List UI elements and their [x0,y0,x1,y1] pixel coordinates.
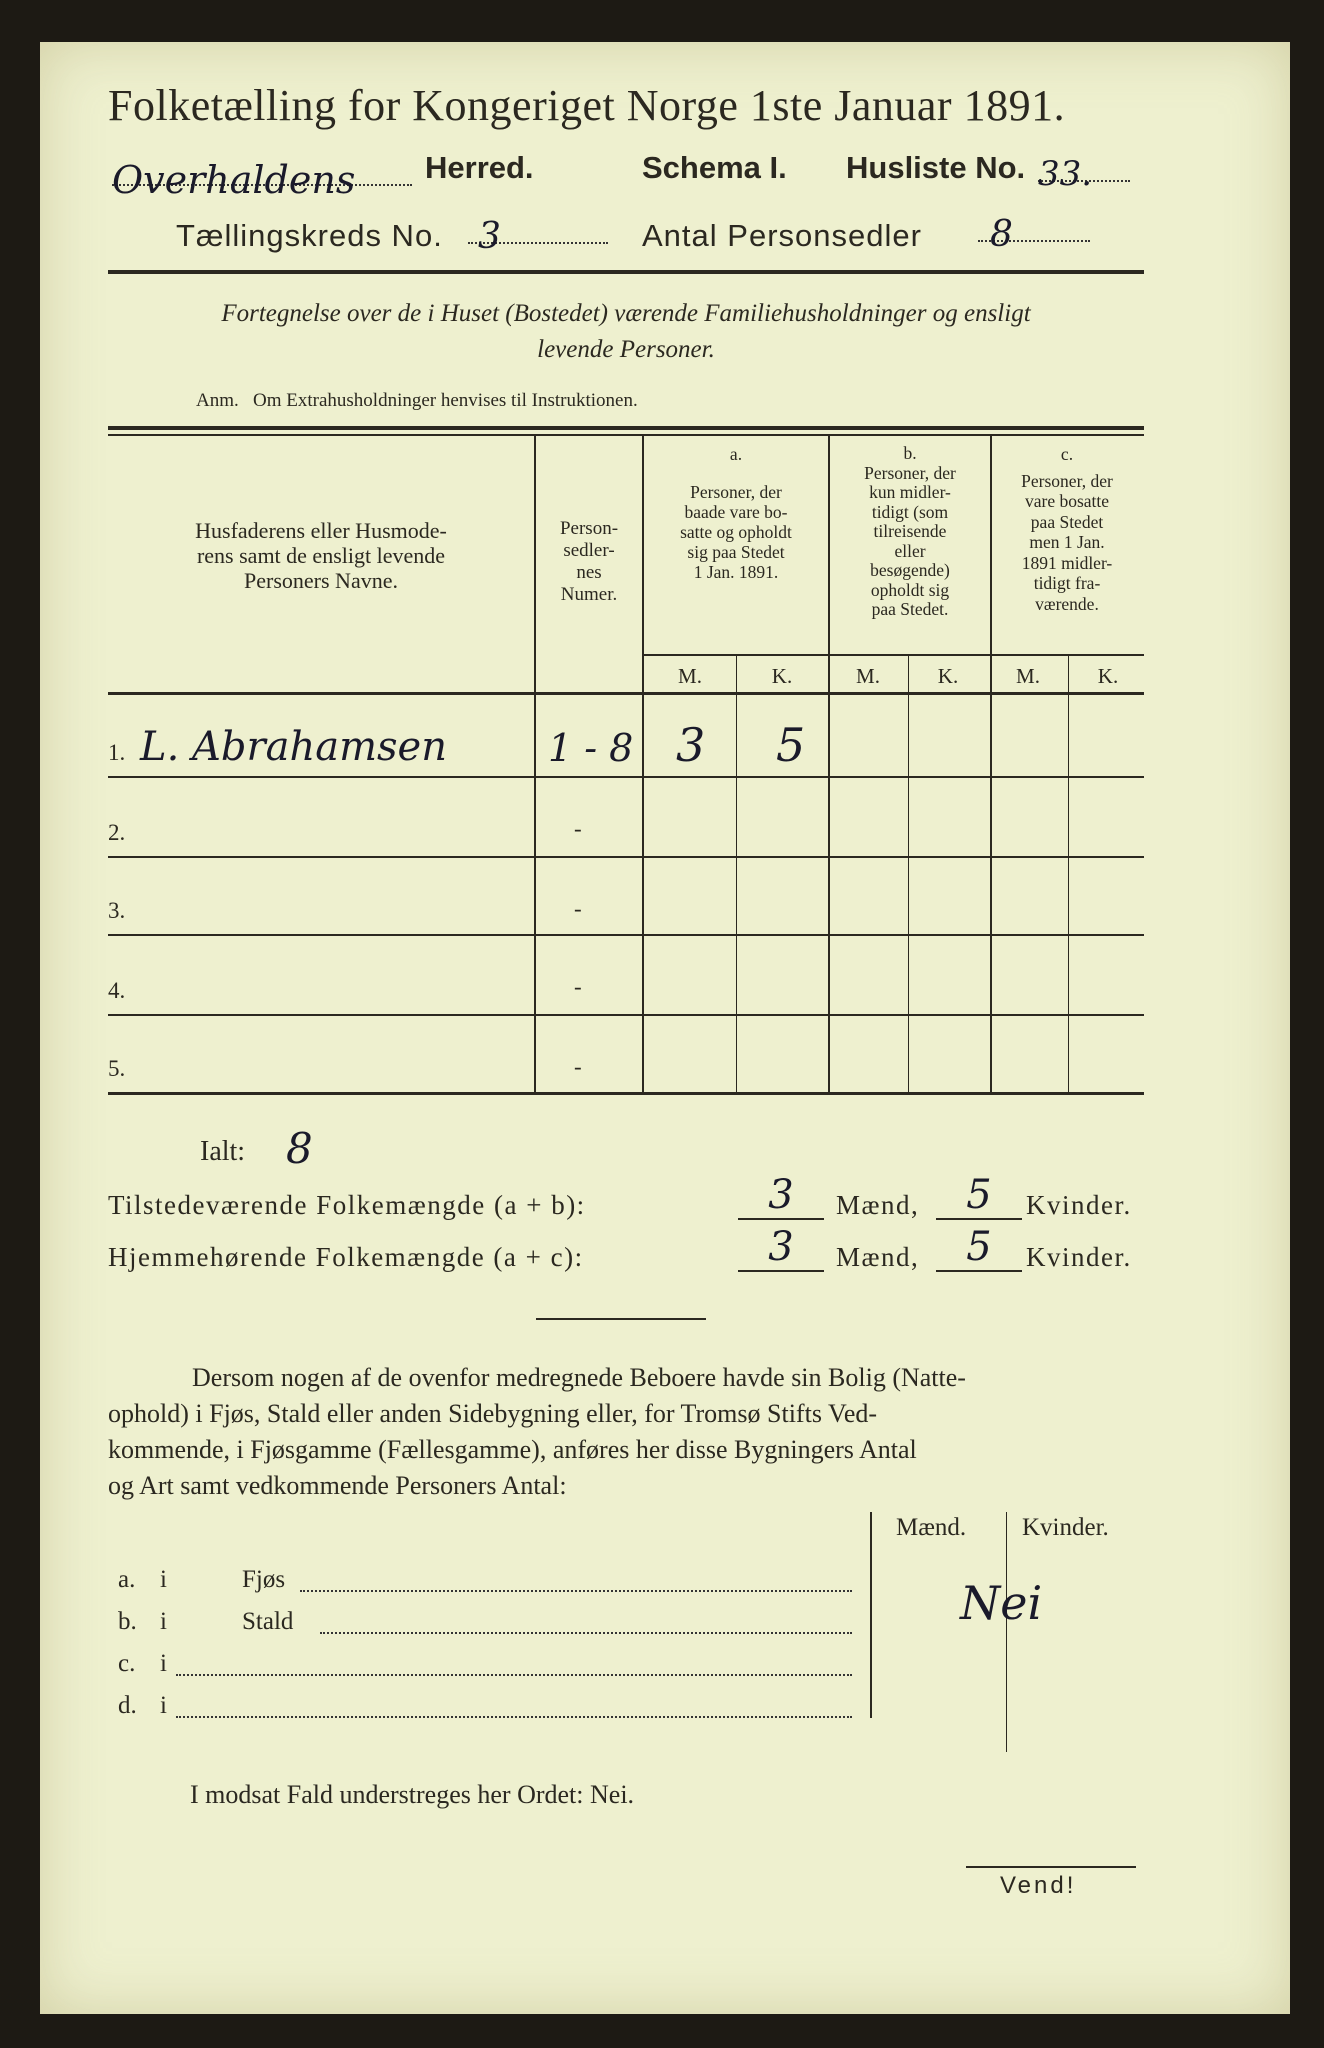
bygning-divider [870,1512,872,1718]
dotted-line [176,1716,852,1718]
kvinder-label: Kvinder. [1026,1190,1132,1220]
row-line [108,934,1144,936]
col-divider-mk [908,656,909,1092]
nei-answer: Nei [960,1576,1043,1630]
c-m-label: M. [1016,664,1040,688]
bygning-prep: i [160,1650,167,1677]
table-bottom-rule [108,1092,1144,1095]
col-kvinder-label: Kvinder. [1022,1514,1109,1541]
col-maend-label: Mænd. [896,1514,967,1541]
ialt-label: Ialt: [200,1136,246,1167]
col-divider [534,436,536,1092]
b-k-label: K. [937,664,959,688]
bygning-label: Stald [242,1608,294,1635]
header-sedler: Person- sedler- nes Numer. [559,518,619,605]
header-rule [108,270,1144,274]
intro-line-2: levende Personer. [537,336,715,363]
maend-label: Mænd, [836,1242,920,1272]
ialt-value: 8 [286,1124,313,1173]
antal-field [978,206,1090,255]
row-number: 3. [108,898,126,923]
bygning-letter: c. [118,1650,136,1677]
maend-label: Mænd, [836,1190,920,1220]
header-col-b: b. Personer, der kun midler- tidigt (som tilreisende eller besøgende) opholdt sig paa Stedet. [864,443,956,619]
sedler-dash: - [574,896,582,921]
dotted-line [320,1632,852,1634]
col-divider-mk [736,656,737,1092]
schema-label: Schema I. [642,150,787,185]
row-number: 4. [108,978,126,1003]
b-m-label: M. [856,664,880,688]
vend-rule [966,1866,1136,1868]
table-top-rule-2 [108,434,1144,436]
household-name: L. Abrahamsen [140,724,447,770]
row-number: 5. [108,1056,126,1081]
sedler-dash: - [574,974,582,999]
mk-top-rule [642,654,1144,656]
antal-label: Antal Personsedler [642,218,922,253]
row-number: 2. [108,820,126,845]
bygning-letter: a. [118,1566,136,1593]
a-women-count: 5 [776,718,806,772]
tilst-women-value: 5 [936,1172,1022,1220]
husliste-field [1038,146,1130,194]
row-number: 1. [108,740,126,765]
antal-value: 8 [978,214,1090,242]
husliste-label: Husliste No. [846,150,1026,185]
a-k-label: K. [771,664,793,688]
husliste-value: 33. [1038,154,1130,182]
bygning-prep: i [160,1566,167,1593]
sedler-dash: - [574,1054,582,1079]
herred-line [112,150,412,202]
section-separator [536,1318,706,1320]
dotted-line [300,1590,852,1592]
intro-line-1: Fortegnelse over de i Huset (Bostedet) værende Familiehusholdninger og ensligt [221,300,1031,327]
hjem-women-value: 5 [936,1224,1022,1272]
bygning-letter: b. [118,1608,137,1635]
herred-value: Overhaldens [112,158,412,186]
c-k-label: K. [1097,664,1119,688]
bygning-prep: i [160,1692,167,1719]
bygning-divider [1006,1512,1007,1752]
row-line [108,776,1144,778]
tilst-men-value: 3 [738,1172,824,1220]
herred-label: Herred. [425,150,534,185]
kvinder-label: Kvinder. [1026,1242,1132,1272]
kreds-field [468,208,608,257]
row-line [108,1014,1144,1016]
hjem-label: Hjemmehørende Folkemængde (a + c): [108,1242,584,1272]
dotted-line [176,1674,852,1676]
hjem-men-value: 3 [738,1224,824,1272]
header-bottom-rule [108,692,1144,695]
bygning-letter: d. [118,1692,137,1719]
tilst-label: Tilstedeværende Folkemængde (a + b): [108,1190,586,1220]
header-col-c: c. Personer, der vare bosatte paa Stedet men 1 Jan. 1891 midler- tidigt fra- værende. [1021,444,1113,614]
header-names: Husfaderens eller Husmode- rens samt de ensligt levende Personers Navne. [195,518,447,593]
bygning-label: Fjøs [242,1566,286,1593]
kreds-label: Tællingskreds No. [176,218,443,253]
bygning-prep: i [160,1608,167,1635]
bygning-paragraph: Dersom nogen af de ovenfor medregnede Beboere havde sin Bolig (Natte- ophold) i Fjøs, Stald eller anden Sidebygning eller, for Tromsø Stifts Ved- kommende, i Fjøsgamme (Fællesgamme), anføres her disse Bygningers Antal og Art samt vedkommende Personers Antal: [108,1363,966,1500]
form-title: Folketælling for Kongeriget Norge 1ste Januar 1891. [108,81,1066,130]
sedler-dash: - [574,816,582,841]
vend-label: Vend! [1000,1872,1077,1899]
modsat-note: I modsat Fald understreges her Ordet: Nei. [190,1780,635,1809]
header-col-a: a. Personer, der baade vare bo- satte og opholdt sig paa Stedet 1 Jan. 1891. [680,444,792,582]
sedler-range: 1 - 8 [548,726,634,770]
a-men-count: 3 [676,718,706,772]
kreds-value: 3 [468,216,608,244]
col-divider [642,436,644,1092]
col-divider-mk [1068,656,1069,1092]
table-top-rule [108,426,1144,430]
a-m-label: M. [678,664,702,688]
row-line [108,856,1144,858]
anm-note: Anm. Om Extrahusholdninger henvises til Instruktionen. [196,390,638,411]
